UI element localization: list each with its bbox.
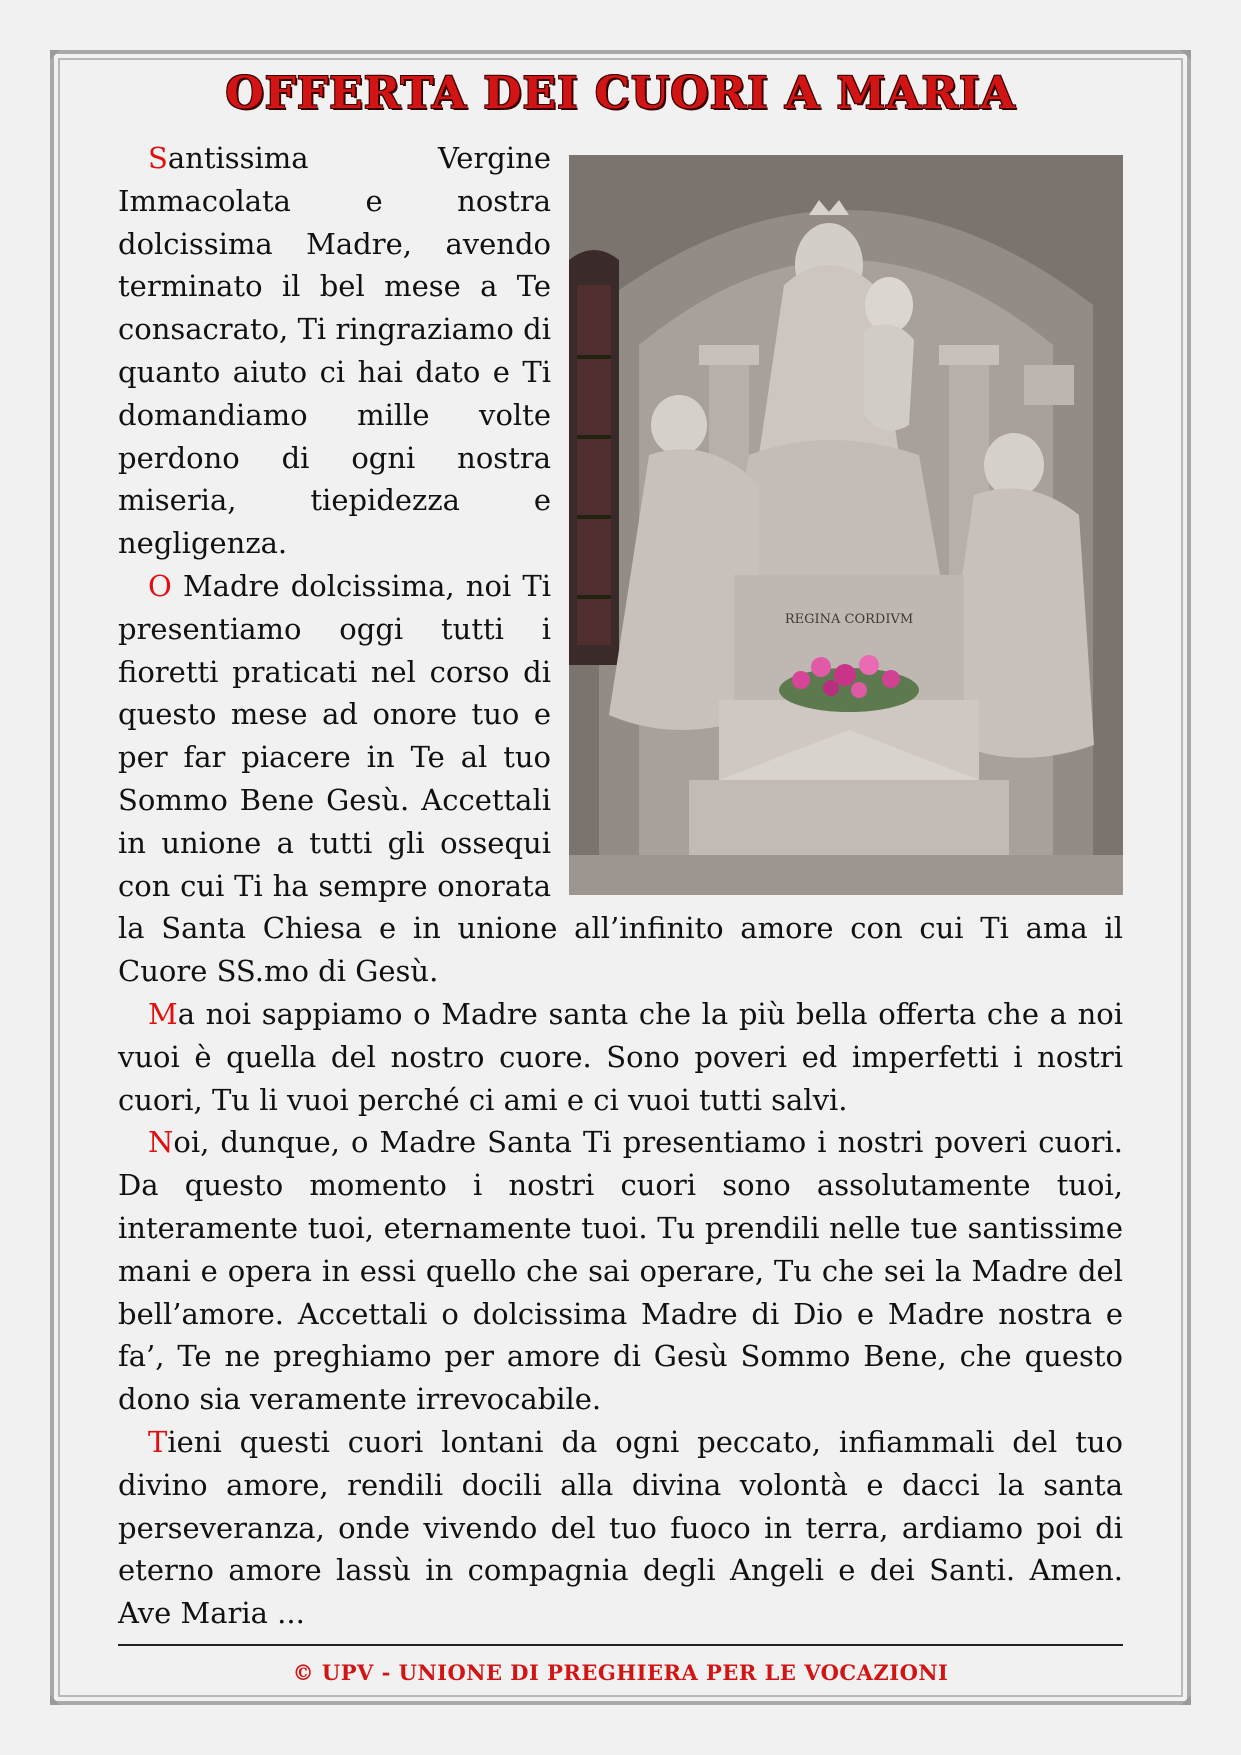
page-title: OFFERTA DEI CUORI A MARIA: [225, 68, 1016, 119]
statue-photo: [569, 155, 1123, 895]
frame-corner-ornament: [1181, 1695, 1191, 1705]
initial-letter: T: [148, 1424, 168, 1459]
footer-divider: [118, 1644, 1123, 1646]
footer-copyright: © UPV - UNIONE DI PREGHIERA PER LE VOCAZIONI: [292, 1660, 949, 1685]
prayer-paragraph-5: Tieni questi cuori lontani da ogni peccato, infiammali del tuo divino amore, rendili docili alla divina volontà e dacci la santa perseveranza, onde vivendo del tuo fuoco in terra, ardiamo poi di eterno amore lassù in compagnia degli Angeli e dei Santi. Amen. Ave Maria ...: [118, 1424, 1123, 1631]
prayer-paragraph-3: Ma noi sappiamo o Madre santa che la più bella offerta che a noi vuoi è quella del nostro cuore. Sono poveri ed imperfetti i nostri cuori, Tu li vuoi perché ci ami e ci vuoi tutti salvi.: [118, 996, 1123, 1117]
statue-illustration: [569, 155, 1123, 895]
initial-letter: M: [148, 996, 178, 1031]
prayer-paragraph-4: Noi, dunque, o Madre Santa Ti presentiamo i nostri poveri cuori. Da questo momento i nostri cuori sono assolutamente tuoi, interamente tuoi, eternamente tuoi. Tu prendili nelle tue santissime mani e opera in essi quello che sai operare, Tu che sei la Madre del bell’amore. Accettali o dolcissima Madre di Dio e Madre nostra e fa’, Te ne preghiamo per amore di Gesù Sommo Bene, che questo dono sia veramente irrevocabile.: [118, 1125, 1123, 1417]
initial-letter: O: [148, 568, 172, 603]
prayer-paragraph-1: Santissima Vergine Immacolata e nostra dolcissima Madre, avendo terminato il bel mese a Te consacrato, Ti ringraziamo di quanto aiuto ci hai dato e Ti domandiamo mille volte perdono di ogni nostra miseria, tiepidezza e negligenza.: [118, 141, 551, 561]
prayer-paragraph-2: O Madre dolcissima, noi Ti presentiamo oggi tutti i fioretti praticati nel corso di questo mese ad onore tuo e per far piacere in Te al tuo Sommo Bene Gesù. Accettali in unione a tutti gli ossequi con cui Ti ha sempre onorata la Santa Chiesa e in unione all’infinito amore con cui Ti ama il Cuore SS.mo di Gesù.: [118, 568, 1123, 989]
frame-corner-ornament: [50, 50, 60, 60]
statue-inscription: REGINA CORDIVM: [784, 612, 914, 627]
frame-corner-ornament: [50, 1695, 60, 1705]
initial-letter: N: [148, 1125, 174, 1160]
initial-letter: S: [148, 141, 168, 175]
prayer-text: [118, 137, 1123, 1635]
frame-corner-ornament: [1181, 50, 1191, 60]
